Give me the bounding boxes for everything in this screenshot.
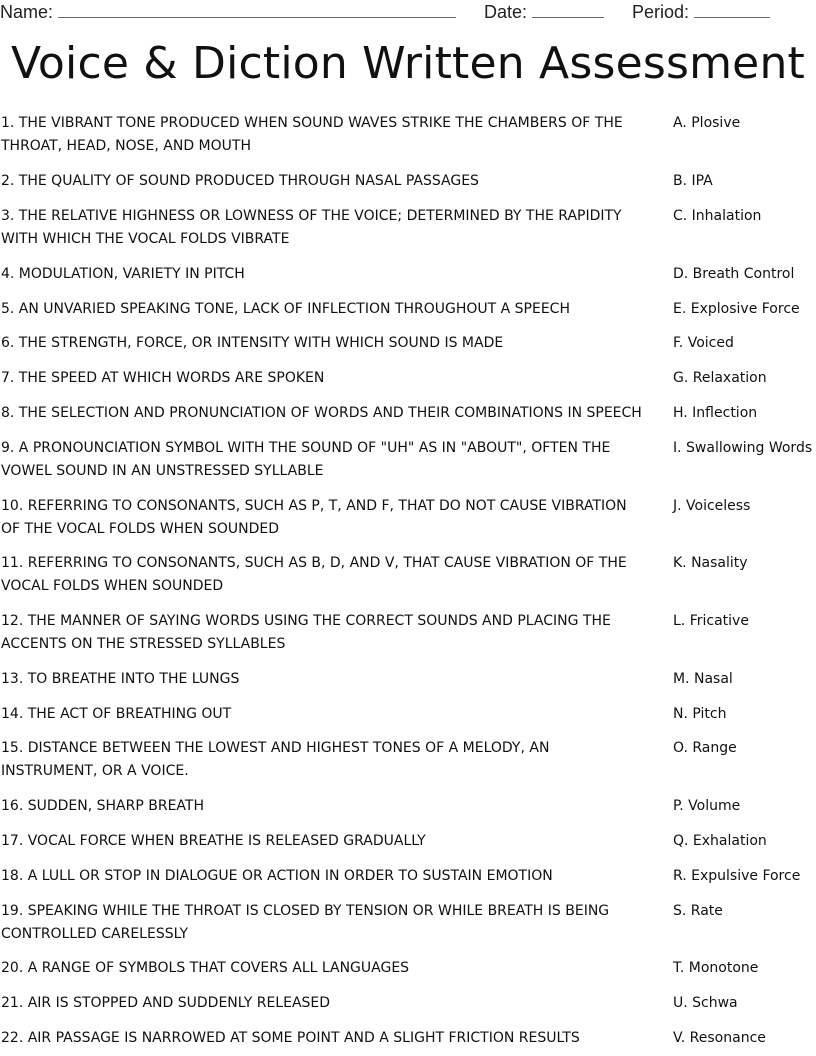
answer-option: V. Resonance bbox=[673, 1030, 766, 1046]
period-blank-line bbox=[694, 0, 770, 18]
answer-option: P. Volume bbox=[673, 798, 741, 814]
name-label: Name: bbox=[0, 2, 54, 22]
answer-option: N. Pitch bbox=[673, 706, 727, 722]
answer-option: R. Expulsive Force bbox=[673, 868, 801, 884]
answer-option: Q. Exhalation bbox=[673, 833, 767, 849]
date-label: Date: bbox=[484, 2, 528, 22]
question-text: 9. A PRONOUNCIATION SYMBOL WITH THE SOUND OF "UH" AS IN "ABOUT", OFTEN THE VOWEL SOUND IN AN UNSTRESSED SYLLABLE bbox=[1, 440, 611, 479]
answer-option: A. Plosive bbox=[673, 115, 741, 131]
question-text: 19. SPEAKING WHILE THE THROAT IS CLOSED BY TENSION OR WHILE BREATH IS BEING CONTROLLED CARELESSLY bbox=[1, 903, 610, 942]
question-text: 8. THE SELECTION AND PRONUNCIATION OF WORDS AND THEIR COMBINATIONS IN SPEECH bbox=[1, 405, 642, 421]
question-text: 4. MODULATION, VARIETY IN PITCH bbox=[1, 266, 245, 282]
page-title: Voice & Diction Written Assessment bbox=[11, 38, 805, 89]
answer-option: O. Range bbox=[673, 740, 737, 756]
worksheet-header bbox=[0, 0, 816, 24]
answer-option: M. Nasal bbox=[673, 671, 733, 687]
question-text: 17. VOCAL FORCE WHEN BREATHE IS RELEASED GRADUALLY bbox=[1, 833, 426, 849]
answer-option: D. Breath Control bbox=[673, 266, 795, 282]
question-text: 21. AIR IS STOPPED AND SUDDENLY RELEASED bbox=[1, 995, 331, 1011]
answer-option: H. Inflection bbox=[673, 405, 758, 421]
answer-option: F. Voiced bbox=[673, 335, 734, 351]
answer-option: E. Explosive Force bbox=[673, 301, 800, 317]
date-blank-line bbox=[532, 0, 604, 18]
date-field bbox=[484, 0, 604, 23]
answer-option: G. Relaxation bbox=[673, 370, 767, 386]
question-text: 22. AIR PASSAGE IS NARROWED AT SOME POINT AND A SLIGHT FRICTION RESULTS bbox=[1, 1030, 580, 1046]
answer-option: I. Swallowing Words bbox=[673, 440, 813, 456]
question-text: 16. SUDDEN, SHARP BREATH bbox=[1, 798, 204, 814]
answer-option: J. Voiceless bbox=[673, 498, 751, 514]
question-text: 15. DISTANCE BETWEEN THE LOWEST AND HIGHEST TONES OF A MELODY, AN INSTRUMENT, OR A VOICE. bbox=[1, 740, 550, 779]
question-text: 10. REFERRING TO CONSONANTS, SUCH AS P, T, AND F, THAT DO NOT CAUSE VIBRATION OF THE VOCAL FOLDS WHEN SOUNDED bbox=[1, 498, 627, 537]
question-text: 5. AN UNVARIED SPEAKING TONE, LACK OF INFLECTION THROUGHOUT A SPEECH bbox=[1, 301, 570, 317]
question-text: 14. THE ACT OF BREATHING OUT bbox=[1, 706, 232, 722]
question-text: 12. THE MANNER OF SAYING WORDS USING THE CORRECT SOUNDS AND PLACING THE ACCENTS ON THE STRESSED SYLLABLES bbox=[1, 613, 611, 652]
name-field bbox=[0, 0, 456, 23]
question-text: 2. THE QUALITY OF SOUND PRODUCED THROUGH NASAL PASSAGES bbox=[1, 173, 479, 189]
question-text: 3. THE RELATIVE HIGHNESS OR LOWNESS OF THE VOICE; DETERMINED BY THE RAPIDITY WITH WHICH THE VOCAL FOLDS VIBRATE bbox=[1, 208, 622, 247]
answer-option: B. IPA bbox=[673, 173, 713, 189]
answer-option: T. Monotone bbox=[673, 960, 759, 976]
question-text: 18. A LULL OR STOP IN DIALOGUE OR ACTION IN ORDER TO SUSTAIN EMOTION bbox=[1, 868, 553, 884]
question-text: 20. A RANGE OF SYMBOLS THAT COVERS ALL LANGUAGES bbox=[1, 960, 410, 976]
period-field bbox=[632, 0, 770, 23]
answer-option: L. Fricative bbox=[673, 613, 749, 629]
name-blank-line bbox=[58, 0, 456, 18]
question-text: 1. THE VIBRANT TONE PRODUCED WHEN SOUND WAVES STRIKE THE CHAMBERS OF THE THROAT, HEAD, NOSE, AND MOUTH bbox=[1, 115, 623, 154]
question-text: 7. THE SPEED AT WHICH WORDS ARE SPOKEN bbox=[1, 370, 325, 386]
answer-option: C. Inhalation bbox=[673, 208, 762, 224]
question-text: 13. TO BREATHE INTO THE LUNGS bbox=[1, 671, 240, 687]
question-text: 6. THE STRENGTH, FORCE, OR INTENSITY WITH WHICH SOUND IS MADE bbox=[1, 335, 504, 351]
answer-option: K. Nasality bbox=[673, 555, 748, 571]
answer-option: U. Schwa bbox=[673, 995, 738, 1011]
period-label: Period: bbox=[632, 2, 690, 22]
answer-option: S. Rate bbox=[673, 903, 723, 919]
question-text: 11. REFERRING TO CONSONANTS, SUCH AS B, D, AND V, THAT CAUSE VIBRATION OF THE VOCAL FOLDS WHEN SOUNDED bbox=[1, 555, 627, 594]
